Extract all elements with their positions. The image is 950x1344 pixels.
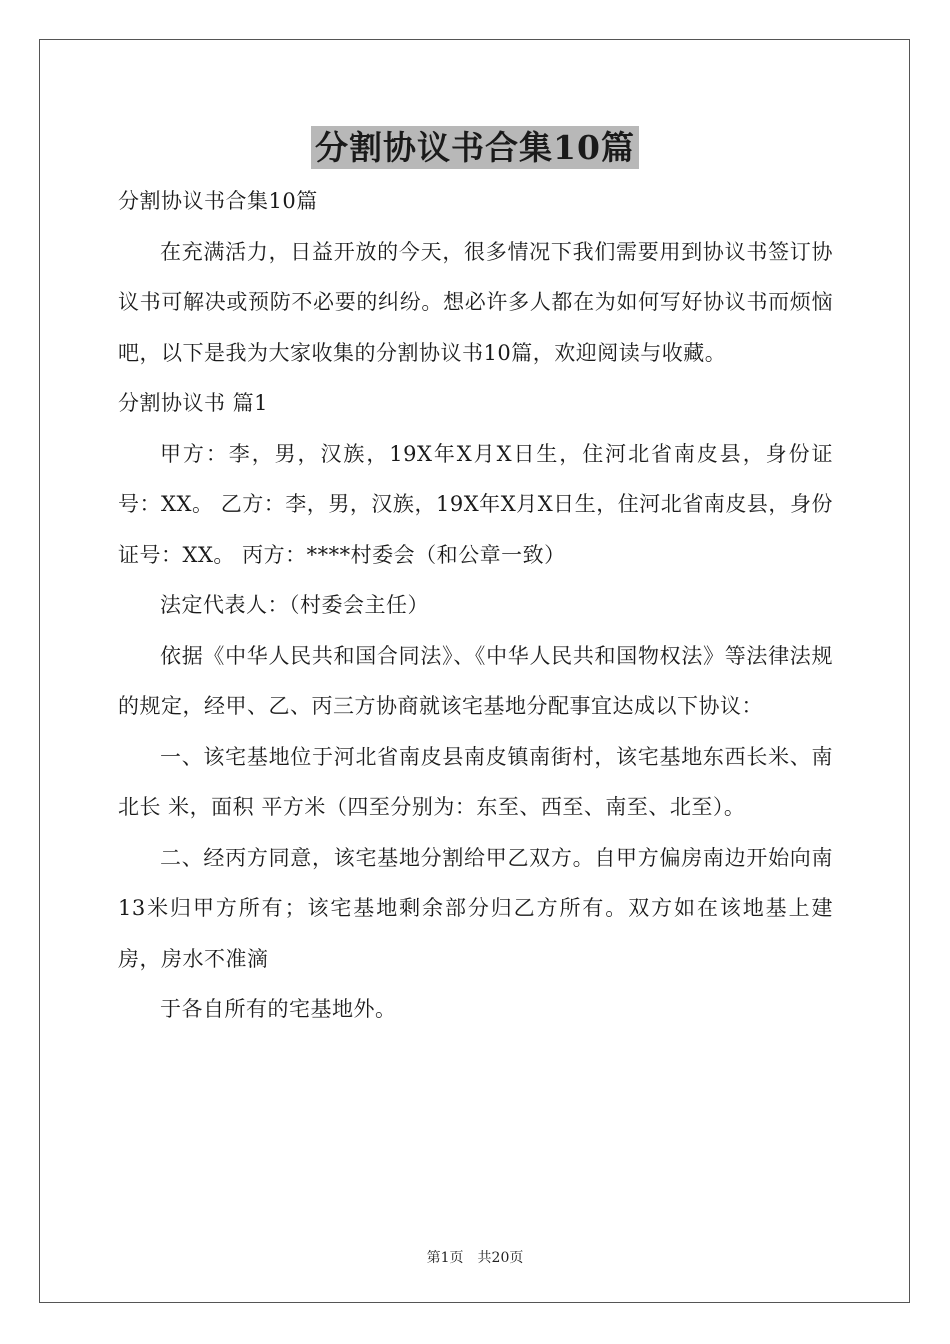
document-title bbox=[0, 126, 950, 170]
legal-representative-paragraph: 法定代表人：（村委会主任） bbox=[160, 593, 429, 617]
section-heading: 分割协议书 篇1 bbox=[118, 391, 269, 415]
document-body bbox=[118, 176, 833, 1035]
document-title-text: 分割协议书合集10篇 bbox=[311, 126, 639, 169]
page-footer bbox=[0, 1247, 950, 1267]
clause-two-continuation: 于各自所有的宅基地外。 bbox=[160, 997, 397, 1021]
subtitle-line: 分割协议书合集10篇 bbox=[118, 189, 318, 213]
clause-one-paragraph: 一、该宅基地位于河北省南皮县南皮镇南街村，该宅基地东西长米、南北长 米，面积 平方米（四至分别为：东至、西至、南至、北至）。 bbox=[118, 744, 833, 819]
page-number: 第1页 共20页 bbox=[426, 1250, 524, 1266]
parties-paragraph: 甲方：李，男，汉族，19X年X月X日生，住河北省南皮县，身份证号：XX。 乙方：李，男，汉族，19X年X月X日生，住河北省南皮县，身份证号：XX。 丙方：****村委会（和公章一致） bbox=[118, 441, 833, 567]
intro-paragraph: 在充满活力，日益开放的今天，很多情况下我们需要用到协议书签订协议书可解决或预防不必要的纠纷。想必许多人都在为如何写好协议书而烦恼吧，以下是我为大家收集的分割协议书10篇，欢迎阅读与收藏。 bbox=[118, 239, 833, 365]
legal-basis-paragraph: 依据《中华人民共和国合同法》、《中华人民共和国物权法》等法律法规的规定，经甲、乙、丙三方协商就该宅基地分配事宜达成以下协议： bbox=[118, 643, 833, 718]
clause-two-paragraph: 二、经丙方同意，该宅基地分割给甲乙双方。自甲方偏房南边开始向南13米归甲方所有；该宅基地剩余部分归乙方所有。双方如在该地基上建房，房水不准滴 bbox=[118, 845, 833, 971]
